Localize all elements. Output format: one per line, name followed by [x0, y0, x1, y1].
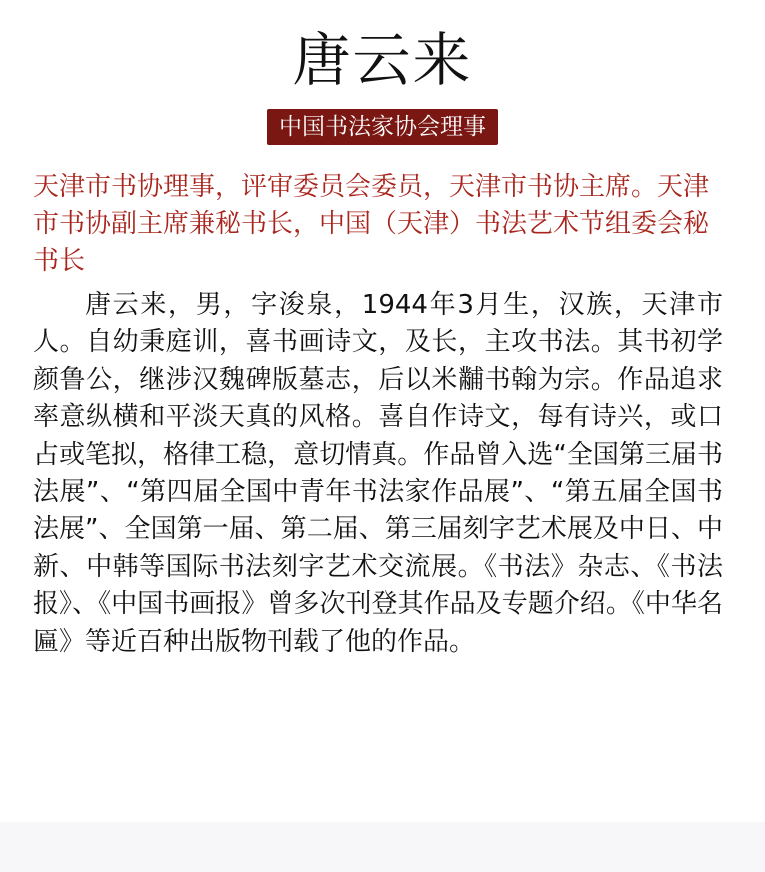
role-badge: 中国书法家协会理事: [267, 109, 498, 145]
role-badge-container: [0, 109, 765, 145]
positions-text: 天津市书协理事，评审委员会委员，天津市书协主席。天津市书协副主席兼秘书长，中国（天津）书法艺术节组委会秘书长: [33, 172, 710, 276]
biography-text: 唐云来，男，字浚泉，1944年3月生，汉族，天津市人。自幼秉庭训，喜书画诗文，及长，主攻书法。其书初学颜鲁公，继涉汉魏碑版墓志，后以米黼书翰为宗。作品追求率意纵横和平淡天真的风格。喜自作诗文，每有诗兴，或口占或笔拟，格律工稳，意切情真。作品曾入选“全国第三届书法展”、“第四届全国中青年书法家作品展”、“第五届全国书法展”、全国第一届、第二届、第三届刻字艺术展及中日、中新、中韩等国际书法刻字艺术交流展。《书法》杂志、《书法报》、《中国书画报》曾多次刊登其作品及专题介绍。《中华名匾》等近百种出版物刊载了他的作品。: [33, 290, 723, 657]
artist-name: 唐云来: [292, 26, 473, 94]
footer-band: [0, 822, 765, 872]
